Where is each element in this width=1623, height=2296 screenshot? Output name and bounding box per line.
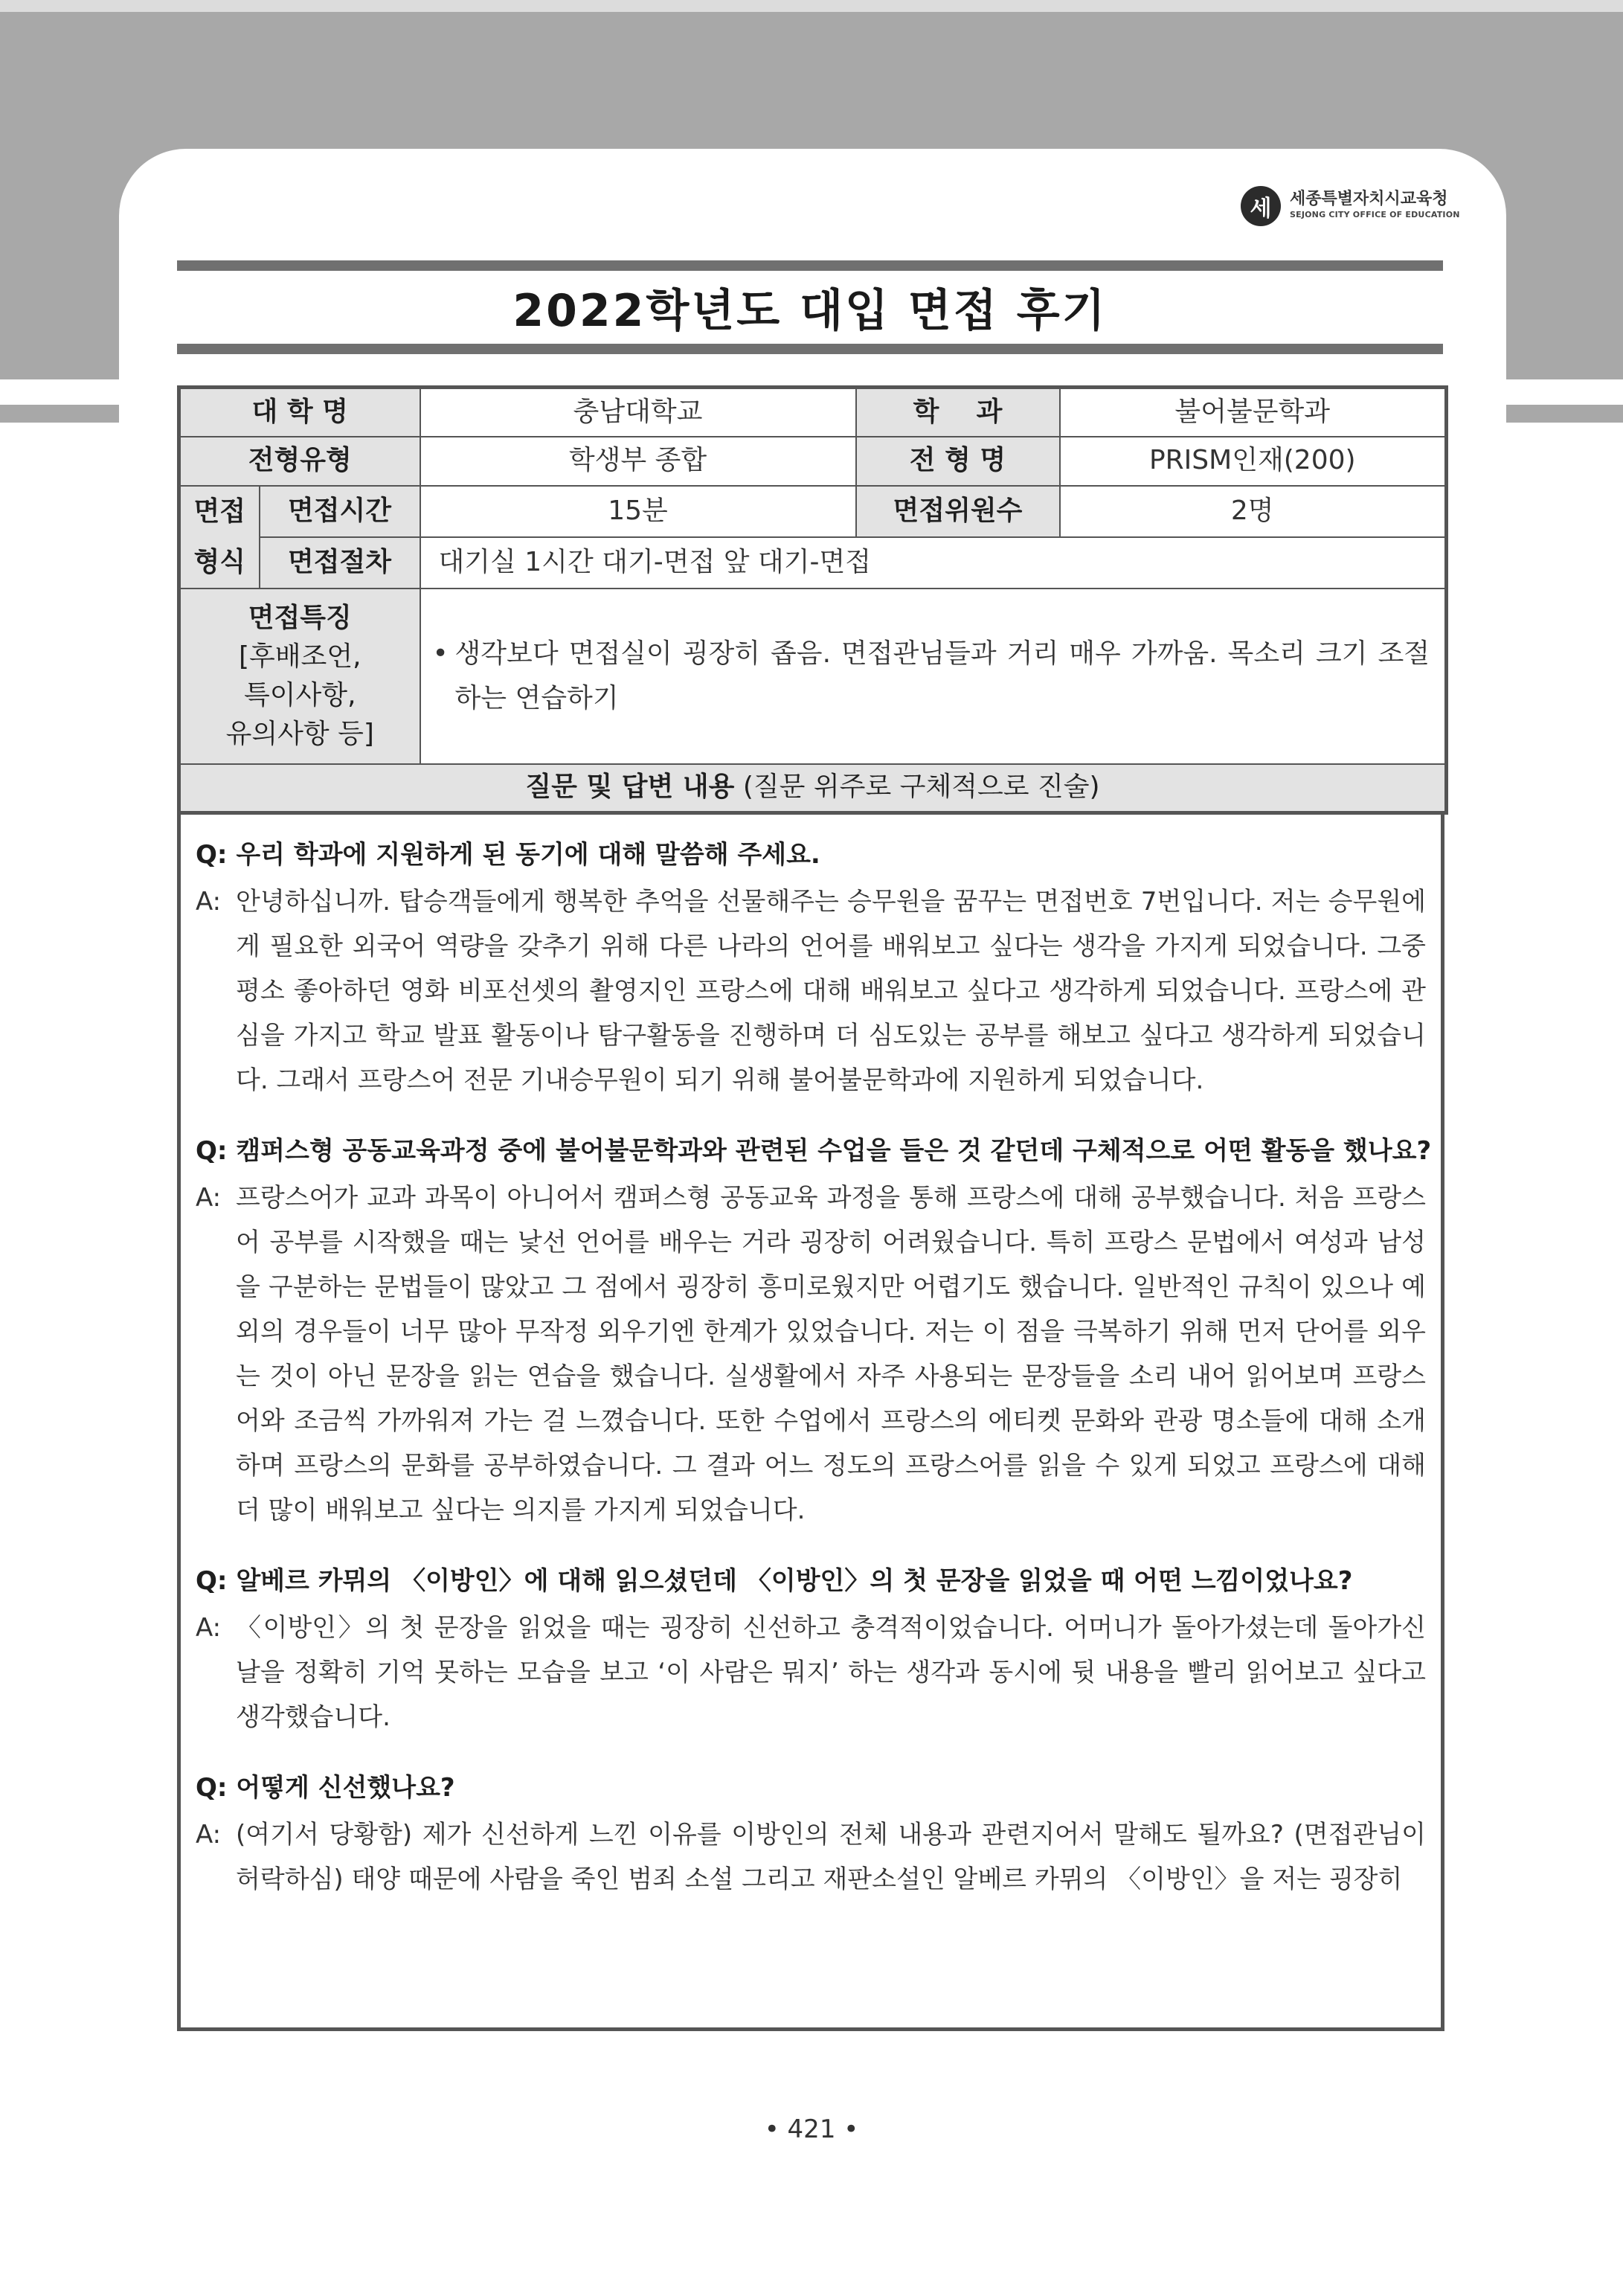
admission-name-label: 전 형 명 xyxy=(856,437,1060,486)
logo-name-english: SEJONG CITY OFFICE OF EDUCATION xyxy=(1290,210,1460,219)
features-label-line-4: 유의사항 등] xyxy=(225,718,374,749)
answer-prefix: A: xyxy=(196,1613,222,1643)
answer-prefix: A: xyxy=(196,887,222,917)
procedure-value: 대기실 1시간 대기-면접 앞 대기-면접 xyxy=(420,537,1447,589)
university-label: 대 학 명 xyxy=(179,388,420,437)
table-row xyxy=(179,764,1447,813)
answer-text: 〈이방인〉의 첫 문장을 읽었을 때는 굉장히 신선하고 충격적이었습니다. 어머니가 돌아가셨는데 돌아가신 날을 정확히 기억 못하는 모습을 보고 ‘이 사람은 뭐지’ 하는 생각과 동시에 뒷 내용을 빨리 읽어보고 싶다고 생각했습니다. xyxy=(236,1613,1426,1732)
answer xyxy=(196,1606,1426,1739)
title-rule-top xyxy=(177,260,1443,271)
answer-prefix: A: xyxy=(196,1183,222,1213)
qa-section-header xyxy=(179,764,1447,813)
features-text: 생각보다 면접실이 굉장히 좁음. 면접관님들과 거리 매우 가까움. 목소리 크기 조절하는 연습하기 xyxy=(454,638,1430,714)
time-label: 면접시간 xyxy=(260,486,420,537)
interviewers-label: 면접위원수 xyxy=(856,486,1060,537)
right-side-bar xyxy=(1506,405,1623,423)
answer-text: 프랑스어가 교과 과목이 아니어서 캠퍼스형 공동교육 과정을 통해 프랑스에 대해 공부했습니다. 처음 프랑스어 공부를 시작했을 때는 낯선 언어를 배우는 거라 굉장히 어려웠습니다. 특히 프랑스 문법에서 여성과 남성을 구분하는 문법들이 많았고 그 점에서 굉장히 흥미로웠지만 어렵기도 했습니다. 일반적인 규칙이 있으나 예외의 경우들이 너무 많아 무작정 외우기엔 한계가 있었습니다. 저는 이 점을 극복하기 위해 먼저 단어를 외우는 것이 아닌 문장을 읽는 연습을 했습니다. 실생활에서 자주 사용되는 문장들을 소리 내어 읽어보며 프랑스어와 조금씩 가까워져 가는 걸 느꼈습니다. 또한 수업에서 프랑스의 에티켓 문화와 관광 명소들에 대해 소개하며 프랑스의 문화를 공부하였습니다. 그 결과 어느 정도의 프랑스어를 읽을 수 있게 되었고 프랑스에 대해 더 많이 배워보고 싶다는 의지를 가지게 되었습니다. xyxy=(236,1183,1426,1525)
features-value xyxy=(420,589,1447,764)
question-text: Q: 캠퍼스형 공동교육과정 중에 불어불문학과와 관련된 수업을 들은 것 같던데 구체적으로 어떤 활동을 했나요? xyxy=(196,1136,1432,1166)
answer-text: 안녕하십니까. 탑승객들에게 행복한 추억을 선물해주는 승무원을 꿈꾸는 면접번호 7번입니다. 저는 승무원에게 필요한 외국어 역량을 갖추기 위해 다른 나라의 언어를 배워보고 싶다는 생각을 가지게 되었습니다. 그중 평소 좋아하던 영화 비포선셋의 촬영지인 프랑스에 대해 배워보고 싶다고 생각하게 되었습니다. 프랑스에 관심을 가지고 학교 발표 활동이나 탐구활동을 진행하며 더 심도있는 공부를 해보고 싶다고 생각하게 되었습니다. 그래서 프랑스어 전문 기내승무원이 되기 위해 불어불문학과에 지원하게 되었습니다. xyxy=(236,887,1426,1095)
procedure-label: 면접절차 xyxy=(260,537,420,589)
qa-item xyxy=(196,1562,1426,1739)
qa-header-note: (질문 위주로 구체적으로 진술) xyxy=(734,772,1100,803)
title-rule-bottom xyxy=(177,344,1443,354)
table-row xyxy=(179,486,1447,537)
admission-type-label: 전형유형 xyxy=(179,437,420,486)
department-label: 학 과 xyxy=(856,388,1060,437)
sejong-education-logo xyxy=(1241,183,1460,232)
university-value: 충남대학교 xyxy=(420,388,856,437)
left-side-bar xyxy=(0,405,119,423)
format-label xyxy=(179,486,260,589)
question-text: Q: 알베르 카뮈의 〈이방인〉에 대해 읽으셨던데 〈이방인〉의 첫 문장을 읽었을 때 어떤 느낌이었나요? xyxy=(196,1566,1353,1596)
answer xyxy=(196,1812,1426,1902)
bullet-icon: • xyxy=(432,638,449,669)
table-row xyxy=(179,388,1447,437)
table-row xyxy=(179,589,1447,764)
format-label-line-1: 면접 xyxy=(193,496,246,527)
header-top-strip xyxy=(0,0,1623,12)
features-label-line-3: 특이사항, xyxy=(243,679,356,711)
qa-item xyxy=(196,836,1426,1103)
table-row xyxy=(179,537,1447,589)
features-label xyxy=(179,589,420,764)
sejong-logo-icon: 세 xyxy=(1241,186,1281,226)
question-text: Q: 어떻게 신선했나요? xyxy=(196,1773,455,1803)
admission-type-value: 학생부 종합 xyxy=(420,437,856,486)
table-row xyxy=(179,437,1447,486)
question-text: Q: 우리 학과에 지원하게 된 동기에 대해 말씀해 주세요. xyxy=(196,840,820,870)
features-label-line-1: 면접특징 xyxy=(248,602,352,633)
answer-prefix: A: xyxy=(196,1820,222,1850)
qa-item xyxy=(196,1132,1432,1533)
format-label-line-2: 형식 xyxy=(193,546,246,577)
department-value: 불어불문학과 xyxy=(1060,388,1447,437)
logo-name-korean: 세종특별자치시교육청 xyxy=(1290,190,1448,208)
qa-item xyxy=(196,1769,1426,1902)
features-label-line-2: [후배조언, xyxy=(238,641,361,672)
page-number: • 421 • xyxy=(764,2114,859,2144)
answer xyxy=(196,1176,1426,1533)
qa-header-bold: 질문 및 답변 내용 xyxy=(525,772,735,803)
qa-content xyxy=(177,814,1444,2031)
time-value: 15분 xyxy=(420,486,856,537)
features-bullet xyxy=(433,632,1430,721)
interviewers-value: 2명 xyxy=(1060,486,1447,537)
answer-text: (여기서 당황함) 제가 신선하게 느낀 이유를 이방인의 전체 내용과 관련지어서 말해도 될까요? (면접관님이 허락하심) 태양 때문에 사람을 죽인 범죄 소설 그리고 재판소설인 알베르 카뮈의 〈이방인〉을 저는 굉장히 xyxy=(236,1820,1426,1894)
admission-name-value: PRISM인재(200) xyxy=(1060,437,1447,486)
answer xyxy=(196,879,1426,1103)
page-title: 2022학년도 대입 면접 후기 xyxy=(512,285,1108,337)
interview-info-table xyxy=(177,385,1448,815)
